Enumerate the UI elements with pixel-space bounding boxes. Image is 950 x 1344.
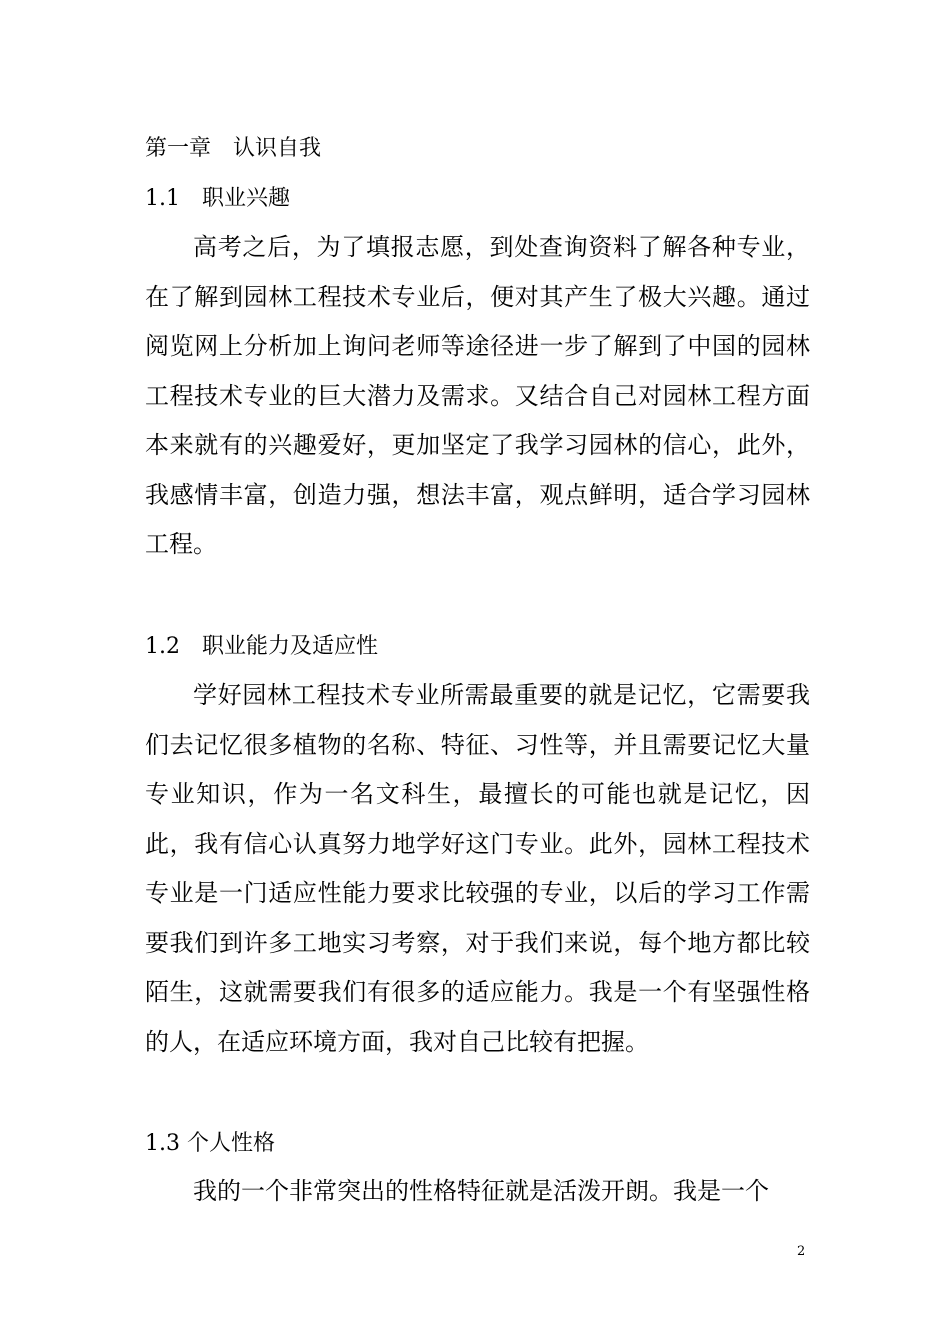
section-heading-1-3: 1.3 个人性格: [145, 1131, 275, 1156]
page-number: 2: [797, 1244, 806, 1259]
section-paragraph-1-3: 我的一个非常突出的性格特征就是活泼开朗。我是一个: [193, 1177, 769, 1205]
section-paragraph-1-1: 高考之后，为了填报志愿，到处查询资料了解各种专业，在了解到园林工程技术专业后，便对其产生了极大兴趣。通过阅览网上分析加上询问老师等途径进一步了解到了中国的园林工程技术专业的巨大潜力及需求。又结合自己对园林工程方面本来就有的兴趣爱好，更加坚定了我学习园林的信心，此外，我感情丰富，创造力强，想法丰富，观点鲜明，适合学习园林工程。: [145, 233, 810, 558]
section-heading-1-2: 1.2 职业能力及适应性: [145, 634, 378, 659]
chapter-title: 第一章 认识自我: [145, 136, 322, 161]
section-paragraph-1-2: 学好园林工程技术专业所需最重要的就是记忆，它需要我们去记忆很多植物的名称、特征、习性等，并且需要记忆大量专业知识，作为一名文科生，最擅长的可能也就是记忆，因此，我有信心认真努力地学好这门专业。此外，园林工程技术专业是一门适应性能力要求比较强的专业，以后的学习工作需要我们到许多工地实习考察，对于我们来说，每个地方都比较陌生，这就需要我们有很多的适应能力。我是一个有坚强性格的人，在适应环境方面，我对自己比较有把握。: [145, 681, 810, 1056]
section-heading-1-1: 1.1 职业兴趣: [145, 186, 290, 211]
